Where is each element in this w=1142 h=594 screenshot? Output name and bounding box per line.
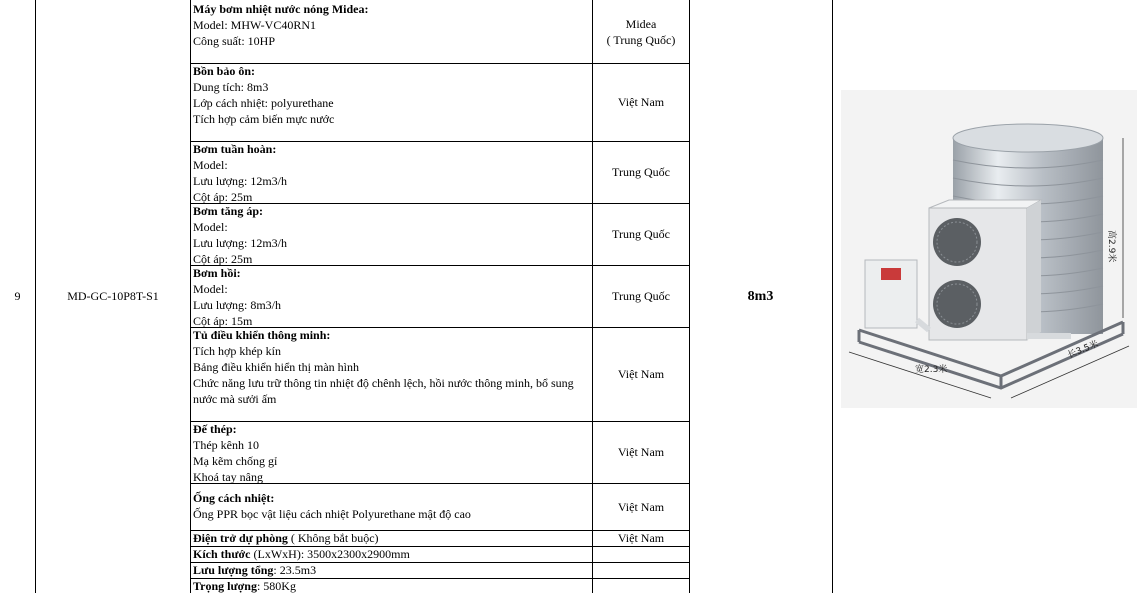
- spec-line: Lớp cách nhiệt: polyurethane: [193, 96, 334, 110]
- spec-line: Lưu lượng: 12m3/h: [193, 174, 288, 188]
- spec-booster-pump: [193, 203, 591, 267]
- spec-return-pump: [193, 265, 591, 329]
- spec-heat-pump: [193, 1, 591, 49]
- spec-title: Bơm tuần hoàn:: [193, 142, 277, 156]
- spec-line: Lưu lượng: 12m3/h: [193, 236, 288, 250]
- origin-line: Midea: [625, 16, 657, 31]
- spec-title: Đế thép:: [193, 422, 237, 436]
- spec-line: Lưu lượng: 8m3/h: [193, 298, 282, 312]
- spec-label: Lưu lượng tổng: [193, 563, 274, 577]
- length-label: 长3.5米: [1066, 339, 1101, 361]
- spec-line: Bảng điều khiển hiển thị màn hình: [193, 360, 359, 374]
- spec-line: Model: MHW-VC40RN1: [193, 18, 316, 32]
- origin-steel-base: Việt Nam: [617, 445, 665, 459]
- spec-line: Công suất: 10HP: [193, 34, 276, 48]
- capacity-value: 8m3: [747, 288, 774, 304]
- spec-line: Dung tích: 8m3: [193, 80, 269, 94]
- spec-line: Chức năng lưu trữ thông tin nhiệt độ chênh lệch, hồi nước thông minh, bổ sung nước mà sưởi ấm: [193, 376, 574, 406]
- origin-insulated-pipe: Việt Nam: [617, 499, 665, 514]
- spec-title: Bơm tăng áp:: [193, 204, 263, 218]
- origin-tank: Việt Nam: [617, 95, 665, 109]
- spec-dimensions: [193, 546, 591, 562]
- product-code: MD-GC-10P8T-S1: [67, 289, 159, 303]
- spec-circulation-pump: [193, 141, 591, 205]
- spec-label: Kích thước: [193, 547, 251, 561]
- spec-insulated-pipe: [193, 490, 591, 522]
- col-divider: [832, 0, 833, 593]
- spec-line: Tích hợp khép kín: [193, 344, 281, 358]
- spec-line: Thép kênh 10: [193, 438, 259, 452]
- spec-line: Cột áp: 15m: [193, 314, 253, 328]
- spec-line: Tích hợp cảm biến mực nước: [193, 112, 335, 126]
- heat-pump-unit: [929, 200, 1041, 340]
- spec-control-cabinet: [193, 327, 591, 407]
- spec-title: Tủ điều khiển thông minh:: [193, 328, 331, 342]
- spec-title: Máy bơm nhiệt nước nóng Midea:: [193, 2, 369, 16]
- spec-title: Bơm hồi:: [193, 266, 241, 280]
- spec-value: : 23.5m3: [273, 563, 317, 577]
- spec-line: Model:: [193, 220, 228, 234]
- origin-booster-pump: Trung Quốc: [612, 227, 670, 241]
- spec-steel-base: [193, 421, 591, 485]
- spec-total-flow: [193, 562, 591, 578]
- origin-heat-pump: [593, 0, 689, 63]
- heat-pump-system-illustration: [841, 90, 1137, 408]
- spec-line: Cột áp: 25m: [193, 190, 253, 204]
- spec-backup-heater: [193, 530, 591, 546]
- spec-label: Trọng lượng: [193, 579, 257, 593]
- width-label: 宽2.3米: [915, 365, 948, 375]
- spec-weight: [193, 578, 591, 594]
- origin-return-pump: Trung Quốc: [612, 289, 670, 303]
- spec-line: Mạ kẽm chống gỉ: [193, 454, 278, 468]
- spec-line: Khoá tay nâng: [193, 470, 263, 484]
- origin-circulation-pump: Trung Quốc: [612, 165, 670, 179]
- origin-line: ( Trung Quốc): [606, 32, 676, 47]
- col-divider: [190, 0, 191, 593]
- spec-line: Ống PPR bọc vật liệu cách nhiệt Polyurethane mật độ cao: [193, 507, 471, 521]
- spec-value: ( Không bắt buộc): [287, 531, 379, 545]
- origin-backup-heater: Việt Nam: [617, 531, 665, 545]
- height-label: 高2.9米: [1106, 230, 1116, 263]
- spec-line: Model:: [193, 282, 228, 296]
- spec-value: (LxWxH): 3500x2300x2900mm: [250, 547, 410, 561]
- spec-value: : 580Kg: [256, 579, 296, 593]
- spec-title: Ống cách nhiệt:: [193, 491, 275, 505]
- spec-line: Cột áp: 25m: [193, 252, 253, 266]
- spec-title: Bồn bảo ôn:: [193, 64, 256, 78]
- spec-tank: [193, 63, 591, 127]
- spec-line: Model:: [193, 158, 228, 172]
- control-cabinet: [865, 260, 917, 328]
- origin-control-cabinet: Việt Nam: [617, 367, 665, 381]
- spec-label: Điện trở dự phòng: [193, 531, 288, 545]
- row-number: 9: [14, 289, 21, 303]
- product-photo: [841, 90, 1137, 408]
